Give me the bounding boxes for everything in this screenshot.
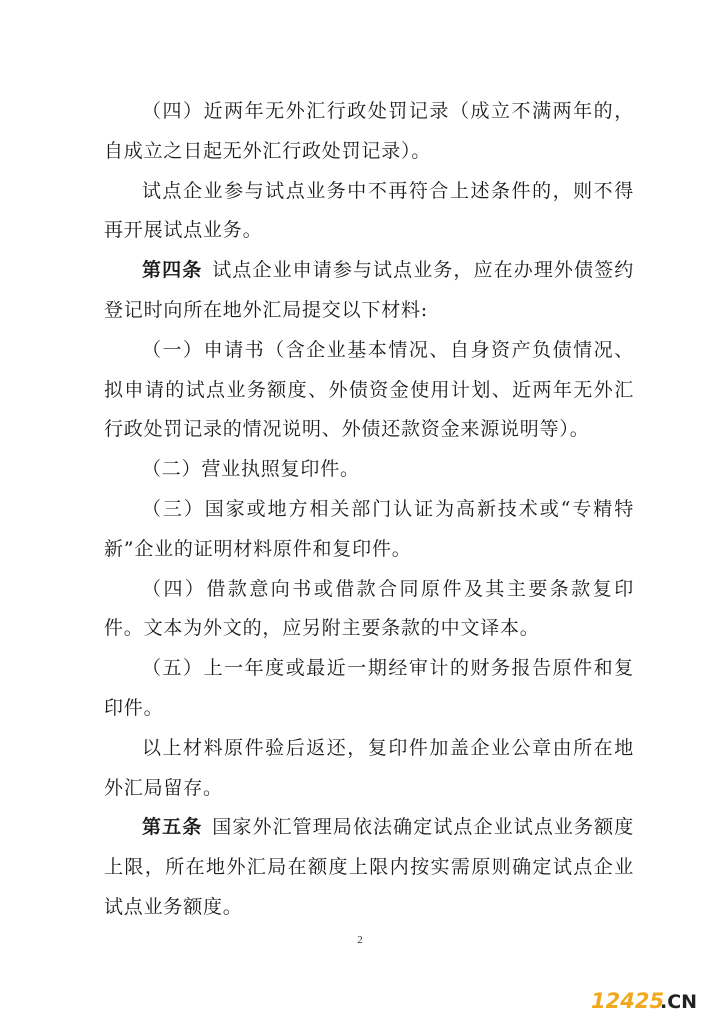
paragraph-article-4 <box>104 251 634 331</box>
paragraph-item-2-1 <box>104 331 634 450</box>
paragraph-item-2-2 <box>104 450 634 490</box>
watermark-suffix: .CN <box>660 991 698 1013</box>
article-label: 第五条 <box>142 816 203 839</box>
paragraph-item-2-5 <box>104 649 634 729</box>
paragraph-text: 试点企业参与试点业务中不再符合上述条件的，则不得再开展试点业务。 <box>104 179 634 242</box>
paragraph-text: （四）借款意向书或借款合同原件及其主要条款复印件。文本为外文的，应另附主要条款的中文译本。 <box>104 577 634 640</box>
paragraph-text: （二）营业执照复印件。 <box>142 458 360 481</box>
paragraph-item-1-4 <box>104 92 634 172</box>
paragraph-text: 以上材料原件验后返还，复印件加盖企业公章由所在地外汇局留存。 <box>104 736 634 799</box>
paragraph-item-2-3 <box>104 490 634 570</box>
watermark-digits: 12425 <box>591 989 665 1013</box>
paragraph-text: （一）申请书（含企业基本情况、自身资产负债情况、拟申请的试点业务额度、外债资金使用计划、近两年无外汇行政处罚记录的情况说明、外债还款资金来源说明等）。 <box>104 338 634 441</box>
document-body <box>104 92 634 928</box>
site-watermark-logo <box>591 989 706 1013</box>
paragraph-materials-note <box>104 729 634 809</box>
paragraph-text: 试点企业申请参与试点业务，应在办理外债签约登记时向所在地外汇局提交以下材料: <box>104 259 634 321</box>
paragraph-item-2-4 <box>104 570 634 650</box>
watermark-logo-graphic <box>591 989 706 1013</box>
paragraph-text: 国家外汇管理局依法确定试点企业试点业务额度上限，所在地外汇局在额度上限内按实需原则确定试点企业试点业务额度。 <box>104 816 634 918</box>
article-label: 第四条 <box>142 259 203 282</box>
paragraph-article-5 <box>104 808 634 927</box>
page-number: 2 <box>357 934 363 946</box>
paragraph-text: （四）近两年无外汇行政处罚记录（成立不满两年的，自成立之日起无外汇行政处罚记录）。 <box>104 100 634 162</box>
paragraph-text: （五）上一年度或最近一期经审计的财务报告原件和复印件。 <box>104 657 634 719</box>
paragraph-condition-note <box>104 172 634 252</box>
paragraph-text: （三）国家或地方相关部门认证为高新技术或“专精特新”企业的证明材料原件和复印件。 <box>104 497 634 560</box>
